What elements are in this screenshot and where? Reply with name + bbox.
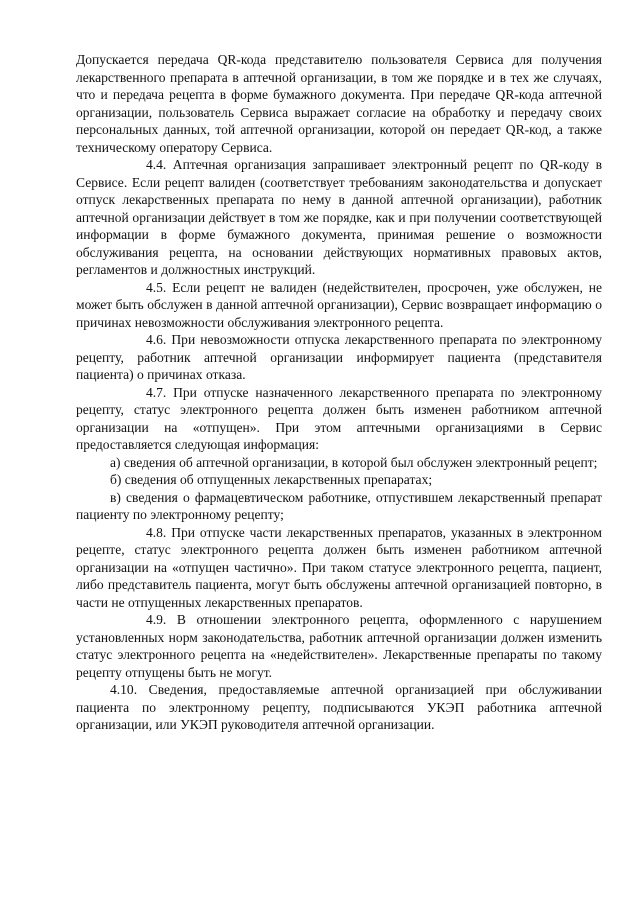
paragraph-4-4: 4.4. Аптечная организация запрашивает электронный рецепт по QR-коду в Сервисе. Если рецепт валиден (соответствует требованиям законодательства и допускает отпуск лекарственных препарата по нему в данной аптечной организации), работник аптечной организации действует в том же порядке, как и при получении соответствующей информации в форме бумажного документа, принимая решение о возможности обслуживания рецепта, на основании действующих нормативных правовых актов, регламентов и должностных инструкций. <box>76 157 602 277</box>
list-item-a: а) сведения об аптечной организации, в которой был обслужен электронный рецепт; <box>110 454 598 470</box>
paragraph-qr-transfer: Допускается передача QR-кода представителю пользователя Сервиса для получения лекарственного препарата в аптечной организации, в том же порядке и в тех же случаях, что и передача рецепта в форме бумажного документа. При передаче QR-кода аптечной организации, пользователь Сервиса выражает согласие на обработку и передачу своих персональных данных, той аптечной организации, которой он передает QR-код, а также техническому оператору Сервиса. <box>76 52 602 155</box>
document-page <box>76 51 602 734</box>
paragraph-4-5: 4.5. Если рецепт не валиден (недействителен, просрочен, уже обслужен, не может быть обслужен в данной аптечной организации), Сервис возвращает информацию о причинах невозможности обслуживания электронного рецепта. <box>76 279 602 330</box>
paragraph-4-10: 4.10. Сведения, предоставляемые аптечной организацией при обслуживании пациента по электронному рецепту, подписываются УКЭП работника аптечной организации, или УКЭП руководителя аптечной организации. <box>76 682 602 732</box>
paragraph-4-9: 4.9. В отношении электронного рецепта, оформленного с нарушением установленных норм законодательства, работник аптечной организации должен изменить статус электронного рецепта на «недействителен». Лекарственные препараты по такому рецепту отпущены быть не могут. <box>76 612 602 680</box>
list-item-v: в) сведения о фармацевтическом работнике, отпустившем лекарственный препарат пациенту по электронному рецепту; <box>76 489 602 522</box>
paragraph-4-8: 4.8. При отпуске части лекарственных препаратов, указанных в электронном рецепте, статус электронного рецепта должен быть изменен работником аптечной организации на «отпущен частично». При таком статусе электронного рецепта, пациент, либо представитель пациента, могут быть обслужены аптечной организацией повторно, в части не отпущенных лекарственных препаратов. <box>76 524 602 610</box>
paragraph-4-7: 4.7. При отпуске назначенного лекарственного препарата по электронному рецепту, статус электронного рецепта должен быть изменен работником аптечной организации на «отпущен». При этом аптечными организациями в Сервис предоставляется следующая информация: <box>76 384 602 452</box>
paragraph-4-6: 4.6. При невозможности отпуска лекарственного препарата по электронному рецепту, работник аптечной организации информирует пациента (представителя пациента) о причинах отказа. <box>76 332 602 382</box>
list-item-b: б) сведения об отпущенных лекарственных препаратах; <box>110 472 433 487</box>
